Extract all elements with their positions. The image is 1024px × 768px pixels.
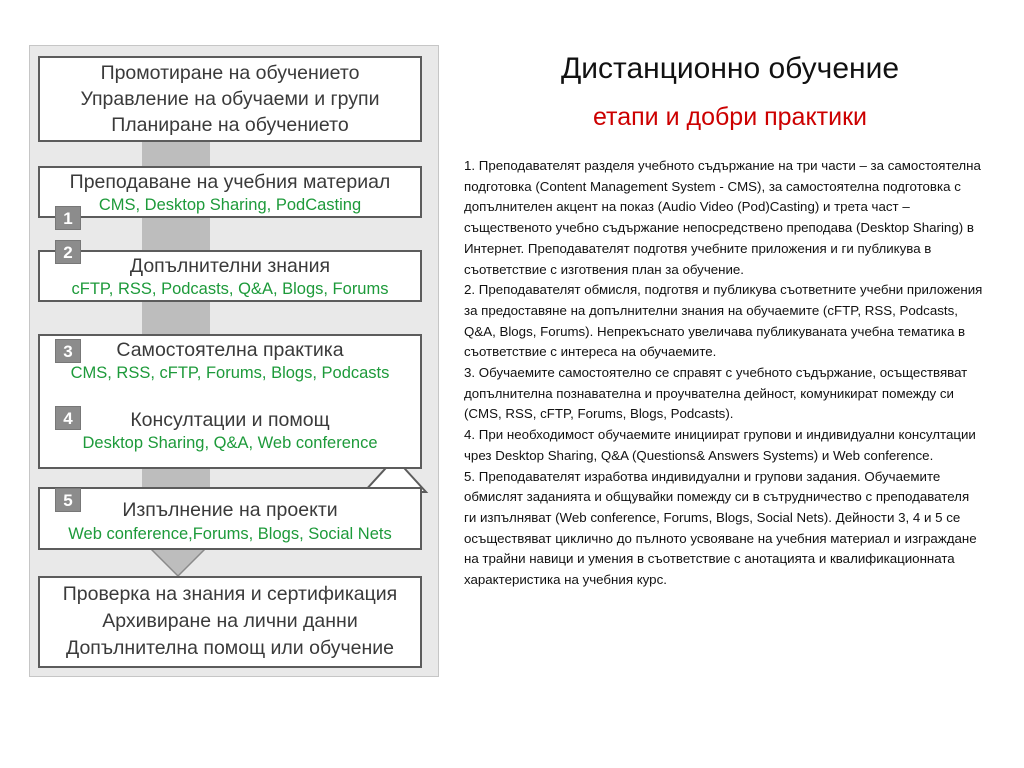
stage-4-title: Консултации и помощ [130,409,330,431]
paragraph: 5. Преподавателят изработва индивидуални и групови задания. Обучаемите обмислят заданията и общувайки помежду си в сътрудничество с преподавателя ги изпълняват (Web conference, Forums, Blogs, Social Nets). Дейности 3, 4 и 5 се осъществяват циклично до пълното усвояване на учебния материал и изграждане на трайни навици и умения в съответствие с анотацията и квалификационната характеристика на учебния курс. [464,468,977,588]
description-text [464,156,984,591]
connector-1-2 [142,218,210,250]
top-box-line: Промотиране на обучението [100,62,360,84]
stage-badge: 2 [55,240,81,264]
workflow-diagram [29,45,439,677]
paragraph: 3. Обучаемите самостоятелно се справят с учебното съдържание, осъществяват допълнителна познавателна и проучвателна дейност, комуникират помежду си (CMS, RSS, cFTP, Forums, Blogs, Podcasts). [464,365,968,422]
top-box-line: Управление на обучаеми и групи [80,88,380,110]
connector-4-5 [142,469,210,487]
connector-2-3 [142,302,210,334]
stage-badge: 4 [55,406,81,430]
stage-3-tools: CMS, RSS, cFTP, Forums, Blogs, Podcasts [70,364,390,382]
paragraph: 2. Преподавателят обмисля, подготвя и публикува съответните учебни приложения за предоставяне на допълнителни знания на обучаемите (cFTP, RSS, Podcasts, Q&A, Blogs, Forums). Непрекъснато увеличава публикуваната учебна тематика в съответствие с интереса на обучаемите. [464,282,983,360]
bottom-box-line: Проверка на знания и сертификация [62,583,398,605]
stage-1-title: Преподаване на учебния материал [69,171,391,193]
stage-badge: 5 [55,488,81,512]
page-subtitle: етапи и добри практики [592,103,867,131]
stage-5-tools: Web conference,Forums, Blogs, Social Nets [68,525,392,543]
stage-5-box [38,487,422,550]
paragraph: 4. При необходимост обучаемите инициират групови и индивидуални консултации чрез Desktop Sharing, Q&A (Questions& Answers Systems) и Web conference. [464,427,976,463]
connector-top [142,142,210,166]
stage-3-4-box [38,334,422,469]
bottom-box-line: Архивиране на лични данни [102,610,358,632]
stage-2-title: Допълнителни знания [129,255,331,277]
stage-2-box [38,250,422,302]
stage-1-box [38,166,422,218]
paragraph: 1. Преподавателят разделя учебното съдържание на три части – за самостоятелна подготовка (Content Management System - CMS), за самостоятелна подготовка с допълнителен акцент на показ (Audio Video (Pod)Casting) и трета част – същественото учебно съдържание непосредствено преподава (Desktop Sharing) в Интернет. Преподавателят подготвя учебните приложения и ги публикува в съответствие с изготвения план за обучение. [464,158,981,277]
stage-1-tools: CMS, Desktop Sharing, PodCasting [98,196,362,214]
bottom-box-line: Допълнителна помощ или обучение [66,637,394,659]
stage-badge: 3 [55,339,81,363]
stage-badge: 1 [55,206,81,230]
top-box [38,56,422,142]
page-title: Дистанционно обучение [560,52,900,85]
stage-3-title: Самостоятелна практика [116,339,344,361]
stage-2-tools: cFTP, RSS, Podcasts, Q&A, Blogs, Forums [71,280,389,298]
stage-5-title: Изпълнение на проекти [122,499,338,521]
bottom-box [38,576,422,668]
stage-4-tools: Desktop Sharing, Q&A, Web conference [82,434,378,452]
top-box-line: Планиране на обучението [111,114,349,136]
